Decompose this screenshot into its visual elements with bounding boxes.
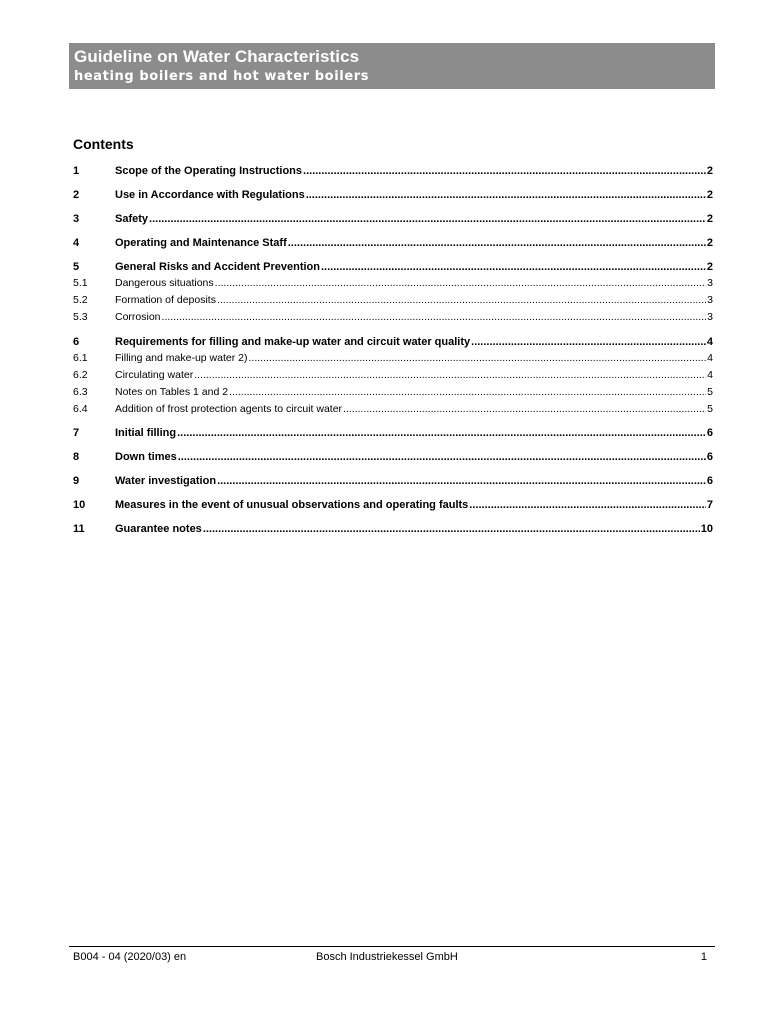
toc-entry[interactable] [73,351,713,366]
toc-entry-page: 5 [707,386,713,398]
toc-entry[interactable] [73,385,713,400]
toc-entry-title: Dangerous situations [115,277,214,289]
toc-entry-page: 3 [707,294,713,306]
document-title: Guideline on Water Characteristics [74,47,360,66]
footer-doc-code: B004 - 04 (2020/03) en [73,951,187,963]
toc-entry-page: 2 [706,261,713,273]
toc-entry[interactable] [73,293,713,308]
toc-entry[interactable] [73,473,713,489]
toc-entry-page: 2 [706,213,713,225]
toc-entry-number: 1 [73,165,80,177]
toc-entry-title: Use in Accordance with Regulations [115,189,305,201]
toc-entry[interactable] [73,235,713,251]
toc-entry-title: Operating and Maintenance Staff [115,237,287,249]
toc-entry[interactable] [73,163,713,179]
toc-entry-page: 5 [707,403,713,415]
toc-dot-leader [177,425,706,441]
toc-entry-page: 6 [706,451,713,463]
toc-entry-page: 2 [706,165,713,177]
toc-dot-leader [321,259,706,275]
toc-entry-title: Safety [115,213,149,225]
toc-entry-title: Requirements for filling and make-up water and circuit water quality [115,336,471,348]
toc-entry-number: 6 [73,336,80,348]
toc-entry-page: 2 [706,189,713,201]
toc-entry-number: 4 [73,237,80,249]
toc-dot-leader [288,235,706,251]
document-subtitle: heating boilers and hot water boilers [74,69,370,84]
toc-entry-number: 10 [73,499,86,511]
toc-entry-number: 8 [73,451,80,463]
toc-dot-leader [217,293,706,308]
toc-entry-number: 2 [73,189,80,201]
toc-entry-number: 5.1 [73,277,88,289]
toc-entry[interactable] [73,211,713,227]
toc-entry-title: Guarantee notes [115,523,202,535]
toc-dot-leader [162,310,707,325]
toc-dot-leader [471,334,706,350]
toc-entry-page: 2 [706,237,713,249]
toc-entry-page: 6 [706,475,713,487]
toc-entry-number: 6.1 [73,352,88,364]
toc-entry-page: 7 [706,499,713,511]
toc-dot-leader [149,211,706,227]
toc-entry[interactable] [73,425,713,441]
toc-dot-leader [215,276,707,291]
toc-entry-number: 5.2 [73,294,88,306]
toc-entry-number: 5 [73,261,80,273]
footer-company: Bosch Industriekessel GmbH [316,951,458,963]
toc-entry[interactable] [73,368,713,383]
toc-entry-number: 6.4 [73,403,88,415]
toc-dot-leader [178,449,706,465]
toc-entry[interactable] [73,259,713,275]
toc-entry-page: 6 [706,427,713,439]
toc-dot-leader [229,385,706,400]
toc-entry-title: Corrosion [115,311,161,323]
toc-entry-number: 9 [73,475,80,487]
toc-entry[interactable] [73,402,713,417]
footer-page-number: 1 [700,951,707,963]
toc-dot-leader [194,368,706,383]
toc-entry-title: Addition of frost protection agents to circuit water [115,403,343,415]
toc-entry-page: 3 [707,311,713,323]
toc-entry-title: Initial filling [115,427,177,439]
toc-entry[interactable] [73,334,713,350]
toc-entry-title: Down times [115,451,177,463]
toc-entry[interactable] [73,187,713,203]
toc-entry[interactable] [73,276,713,291]
toc-entry-number: 6.3 [73,386,88,398]
toc-entry-number: 3 [73,213,80,225]
toc-entry[interactable] [73,521,713,537]
toc-entry[interactable] [73,310,713,325]
contents-heading: Contents [73,136,134,152]
toc-entry-title: Measures in the event of unusual observations and operating faults [115,499,469,511]
toc-dot-leader [248,351,706,366]
toc-entry-title: General Risks and Accident Prevention [115,261,320,273]
toc-entry-title: Notes on Tables 1 and 2 [115,386,229,398]
toc-entry-title: Water investigation [115,475,217,487]
toc-entry-page: 4 [707,369,713,381]
toc-entry[interactable] [73,449,713,465]
toc-entry[interactable] [73,497,713,513]
toc-entry-number: 11 [73,523,85,535]
toc-entry-title: Filling and make-up water 2) [115,352,248,364]
toc-dot-leader [306,187,706,203]
toc-entry-title: Circulating water [115,369,194,381]
toc-dot-leader [203,521,700,537]
toc-entry-number: 6.2 [73,369,88,381]
footer-divider [69,946,715,947]
toc-entry-title: Scope of the Operating Instructions [115,165,303,177]
toc-entry-page: 4 [706,336,713,348]
toc-entry-page: 3 [707,277,713,289]
toc-dot-leader [217,473,706,489]
toc-entry-title: Formation of deposits [115,294,216,306]
toc-dot-leader [469,497,706,513]
document-header [69,43,715,89]
toc-entry-number: 5.3 [73,311,88,323]
toc-entry-page: 4 [707,352,713,364]
toc-dot-leader [303,163,706,179]
toc-entry-page: 10 [700,523,713,535]
toc-entry-number: 7 [73,427,80,439]
toc-dot-leader [343,402,706,417]
